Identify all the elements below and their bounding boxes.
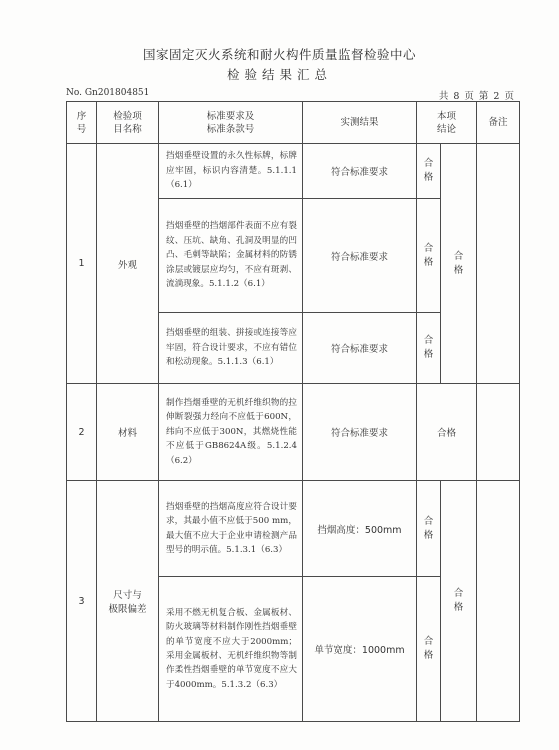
sub-conclusion-char: 合 — [423, 158, 434, 169]
sub-conclusion-char: 格 — [423, 650, 434, 661]
overall-conclusion-char: 合 — [453, 588, 464, 599]
overall-conclusion-char: 格 — [453, 602, 464, 613]
row-seq: 2 — [67, 384, 97, 481]
measured-result: 挡烟高度：500mm — [303, 481, 417, 577]
remark-cell — [477, 384, 520, 481]
measured-result: 符合标准要求 — [303, 384, 417, 481]
header-conclusion-line1: 本项 — [437, 110, 457, 122]
sub-conclusion-char: 格 — [423, 529, 434, 541]
requirement-text: 制作挡烟垂壁的无机纤维织物的拉伸断裂强力经向不应低于600N，纬向不应低于300N，其燃烧性能不应低于GB8624A级。5.1.2.4（6.2） — [159, 384, 303, 481]
measured-result: 符合标准要求 — [303, 144, 417, 199]
header-conclusion — [417, 102, 477, 144]
header-standard — [159, 102, 303, 144]
overall-conclusion-char: 格 — [453, 264, 464, 276]
row-seq: 1 — [67, 144, 97, 384]
measured-result: 单节宽度：1000mm — [303, 577, 417, 722]
requirement-text: 挡烟垂壁设置的永久性标牌，标牌应牢固，标识内容清楚。5.1.1.1（6.1） — [159, 144, 303, 199]
table-row — [67, 384, 520, 481]
header-item-line2: 目名称 — [113, 123, 142, 135]
header-item-line1: 检验项 — [113, 110, 142, 122]
header-result: 实测结果 — [303, 102, 417, 144]
sub-conclusion — [417, 577, 441, 722]
row-item-name — [97, 481, 159, 722]
overall-conclusion: 合格 — [417, 384, 477, 481]
table-header-row — [67, 102, 520, 144]
sub-conclusion — [417, 144, 441, 199]
report-title: 检验结果汇总 — [226, 67, 332, 82]
table-row — [67, 481, 520, 577]
sub-conclusion-char: 合 — [423, 636, 434, 647]
row-item-name: 外观 — [97, 144, 159, 384]
sub-conclusion-char: 格 — [423, 172, 434, 183]
header-seq — [67, 102, 97, 144]
sub-conclusion-char: 合 — [423, 335, 434, 346]
table-row — [67, 144, 520, 199]
requirement-text: 挡烟垂壁的挡烟高度应符合设计要求，其最小值不应低于500 mm，最大值不应大于企业申请检测产品型号的明示值。5.1.3.1（6.3） — [159, 481, 303, 577]
measured-result: 符合标准要求 — [303, 313, 417, 384]
header-standard-line1: 标准要求及 — [206, 110, 255, 122]
organization-title: 国家固定灭火系统和耐火构件质量监督检验中心 — [142, 47, 416, 62]
sub-conclusion — [417, 199, 441, 313]
header-seq-line1: 序 — [76, 110, 87, 122]
sub-conclusion — [417, 313, 441, 384]
results-table — [66, 101, 520, 722]
page-info: 共 8 页 第 2 页 — [438, 91, 515, 102]
row-item-name: 材料 — [97, 384, 159, 481]
document-number: No. Gn201804851 — [66, 88, 150, 98]
row-item-name-line: 极限偏差 — [108, 604, 147, 615]
requirement-text: 采用不燃无机复合板、金属板材、防火玻璃等材料制作刚性挡烟垂壁的单节宽度不应大于2000mm；采用金属板材、无机纤维织物等制作柔性挡烟垂壁的单节宽度不应大于4000mm。5.1.3.2（6.3） — [159, 577, 303, 722]
header-seq-line2: 号 — [76, 123, 87, 135]
row-item-name-line: 尺寸与 — [113, 590, 142, 601]
overall-conclusion-char: 合 — [453, 250, 464, 262]
sub-conclusion-char: 合 — [423, 515, 434, 527]
measured-result: 符合标准要求 — [303, 199, 417, 313]
row-seq: 3 — [67, 481, 97, 722]
header-remark: 备注 — [477, 102, 520, 144]
header-item — [97, 102, 159, 144]
sub-conclusion-char: 格 — [423, 256, 434, 268]
remark-cell — [477, 481, 520, 722]
header-standard-line2: 标准条款号 — [206, 123, 255, 135]
sub-conclusion — [417, 481, 441, 577]
sub-conclusion-char: 格 — [423, 349, 434, 360]
requirement-text: 挡烟垂壁的组装、拼接或连接等应牢固，符合设计要求，不应有错位和松动现象。5.1.1.3（6.1） — [159, 313, 303, 384]
remark-cell — [477, 144, 520, 384]
sub-conclusion-char: 合 — [423, 242, 434, 254]
overall-conclusion — [441, 144, 477, 384]
overall-conclusion — [441, 481, 477, 722]
requirement-text: 挡烟垂壁的挡烟部件表面不应有裂纹、压坑、缺角、孔洞及明显的凹凸、毛刺等缺陷；金属材料的防锈涂层或镀层应均匀，不应有斑剥、流淌现象。5.1.1.2（6.1） — [159, 199, 303, 313]
header-conclusion-line2: 结论 — [437, 123, 457, 135]
